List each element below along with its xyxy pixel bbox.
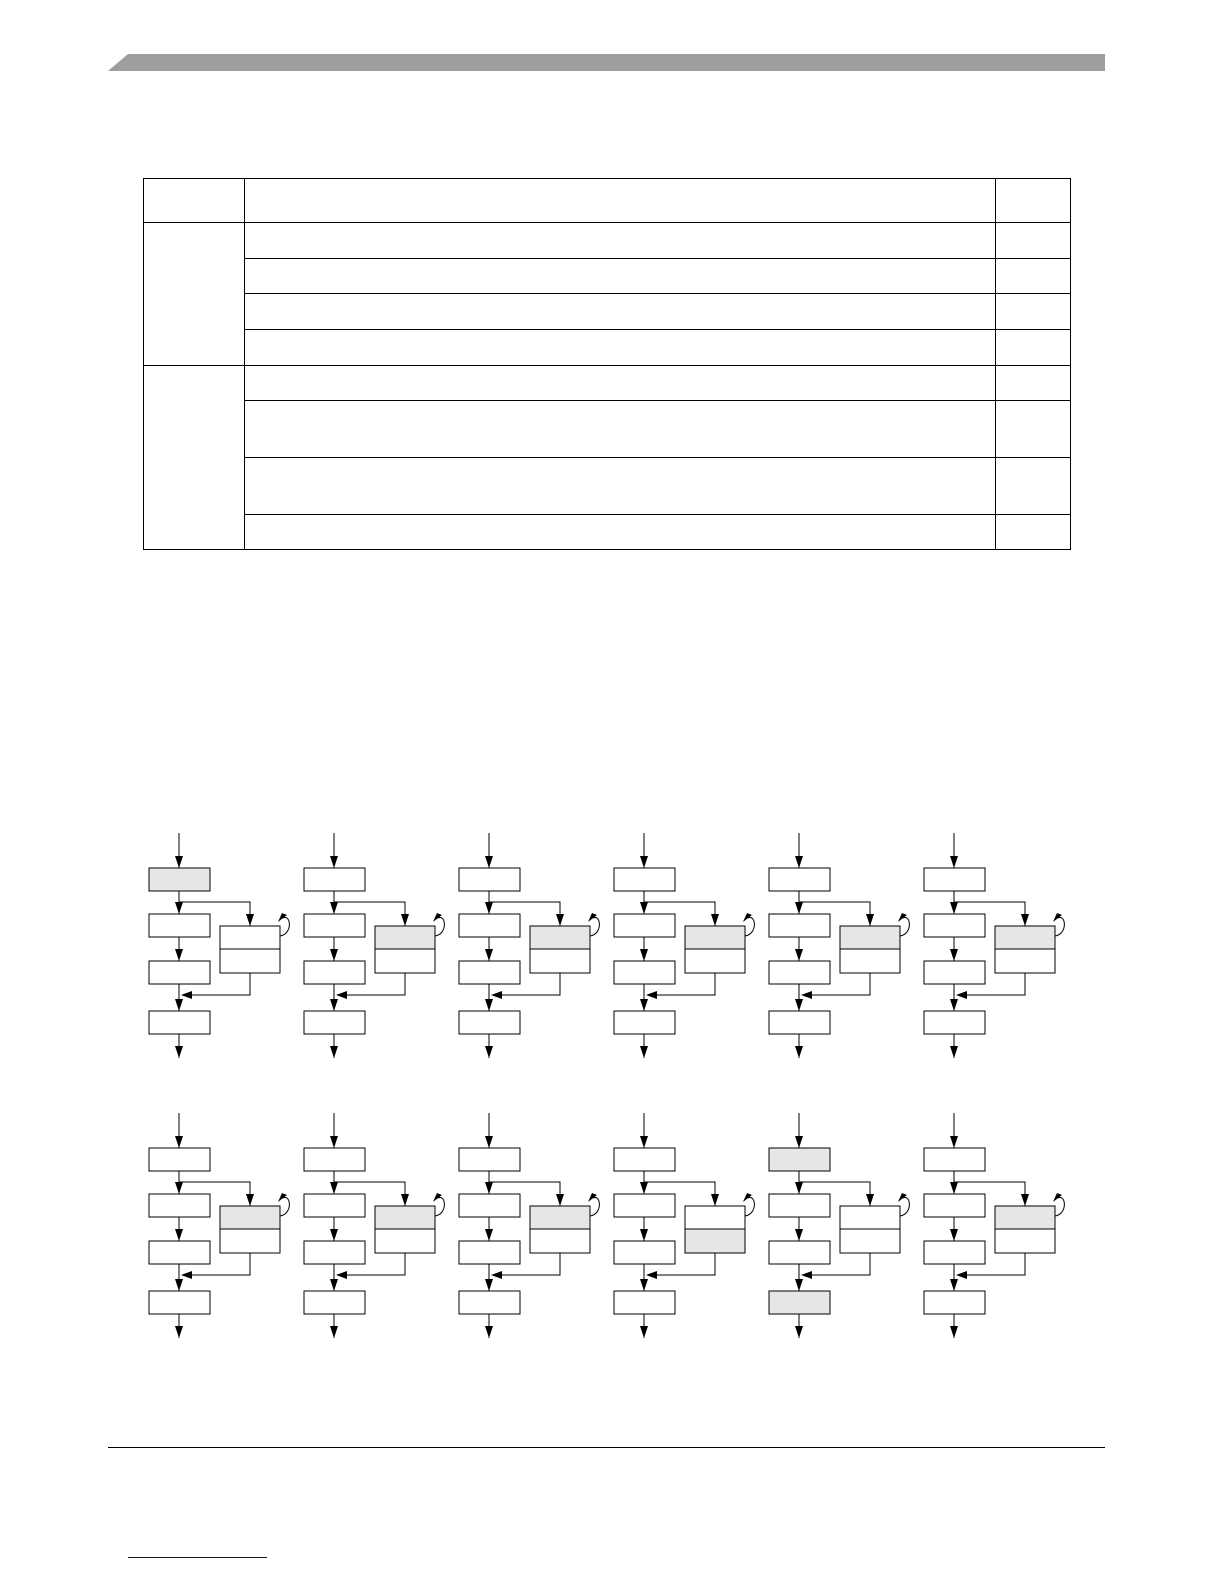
- pipeline-box-execute: [924, 961, 985, 984]
- loop-arrow: [1055, 1197, 1064, 1216]
- pipeline-figure: [0, 820, 1224, 1360]
- side-unit-top: [220, 926, 280, 949]
- arrow-head-icon: [950, 1182, 958, 1194]
- table-header-row: [144, 179, 1071, 223]
- arrow-head-icon: [485, 1229, 493, 1241]
- return-arrow-head-icon: [956, 991, 967, 999]
- loop-arrow: [900, 1197, 909, 1216]
- return-arrow-head-icon: [801, 1271, 812, 1279]
- arrow-head-icon: [485, 902, 493, 914]
- pipeline-box-fetch: [769, 1148, 830, 1171]
- side-unit-top: [995, 926, 1055, 949]
- table-row: [144, 259, 1071, 294]
- arrow-head-icon: [640, 999, 648, 1011]
- arrow-head-icon: [246, 914, 254, 926]
- table-cell: [245, 515, 996, 550]
- table-row: [144, 294, 1071, 330]
- table-cell: [245, 458, 996, 515]
- side-unit-top: [530, 1206, 590, 1229]
- arrow-head-icon: [1021, 914, 1029, 926]
- side-unit-bottom: [220, 949, 280, 973]
- pipeline-stage: [459, 833, 599, 1058]
- arrow-head-icon: [485, 999, 493, 1011]
- side-unit-top: [685, 926, 745, 949]
- pipeline-box-fetch: [924, 868, 985, 891]
- pipeline-box-decode: [614, 914, 675, 937]
- table-row: [144, 401, 1071, 458]
- pipeline-box-execute: [304, 961, 365, 984]
- arrow-head-icon: [330, 1136, 338, 1148]
- pipeline-box-execute: [149, 1241, 210, 1264]
- arrow-head-icon: [330, 856, 338, 868]
- loop-arrow: [280, 1197, 289, 1216]
- arrow-head-icon: [175, 1326, 183, 1338]
- table-row: [144, 330, 1071, 366]
- loop-arrow: [435, 1197, 444, 1216]
- arrow-head-icon: [640, 1229, 648, 1241]
- table-cell: [996, 330, 1071, 366]
- arrow-head-icon: [175, 1136, 183, 1148]
- side-unit-bottom: [995, 949, 1055, 973]
- pipeline-box-fetch: [149, 868, 210, 891]
- pipeline-box-writeback: [614, 1291, 675, 1314]
- side-unit-top: [995, 1206, 1055, 1229]
- pipeline-box-writeback: [614, 1011, 675, 1034]
- side-unit-top: [685, 1206, 745, 1229]
- pipeline-box-writeback: [304, 1291, 365, 1314]
- loop-arrow: [590, 917, 599, 936]
- side-unit-bottom: [220, 1229, 280, 1253]
- header-bar: [0, 0, 1224, 80]
- table-cell: [996, 401, 1071, 458]
- table-cell: [245, 366, 996, 401]
- arrow-head-icon: [795, 1046, 803, 1058]
- pipeline-box-fetch: [614, 1148, 675, 1171]
- arrow-head-icon: [485, 1046, 493, 1058]
- arrow-head-icon: [330, 1182, 338, 1194]
- side-unit-top: [840, 926, 900, 949]
- arrow-head-icon: [401, 914, 409, 926]
- pipeline-box-execute: [614, 1241, 675, 1264]
- side-unit-top: [220, 1206, 280, 1229]
- pipeline-box-decode: [149, 914, 210, 937]
- arrow-head-icon: [640, 856, 648, 868]
- arrow-head-icon: [175, 949, 183, 961]
- return-arrow-head-icon: [956, 1271, 967, 1279]
- side-unit-bottom: [685, 949, 745, 973]
- arrow-head-icon: [795, 1136, 803, 1148]
- side-unit-top: [375, 926, 435, 949]
- loop-arrow: [1055, 917, 1064, 936]
- side-unit-bottom: [530, 949, 590, 973]
- arrow-head-icon: [556, 1194, 564, 1206]
- table-cell: [996, 366, 1071, 401]
- arrow-head-icon: [866, 1194, 874, 1206]
- arrow-head-icon: [485, 856, 493, 868]
- pipeline-box-fetch: [769, 868, 830, 891]
- arrow-head-icon: [640, 902, 648, 914]
- side-unit-bottom: [840, 1229, 900, 1253]
- return-arrow-head-icon: [336, 991, 347, 999]
- return-arrow-head-icon: [491, 1271, 502, 1279]
- side-unit-bottom: [375, 1229, 435, 1253]
- loop-arrow: [745, 917, 754, 936]
- loop-arrow: [745, 1197, 754, 1216]
- pipeline-box-execute: [614, 961, 675, 984]
- table-cell: [245, 294, 996, 330]
- pipeline-box-fetch: [924, 1148, 985, 1171]
- pipeline-stage: [149, 833, 289, 1058]
- arrow-head-icon: [246, 1194, 254, 1206]
- table-row: [144, 223, 1071, 259]
- pipeline-box-execute: [769, 1241, 830, 1264]
- pipeline-stage: [924, 833, 1064, 1058]
- arrow-head-icon: [330, 1279, 338, 1291]
- side-unit-bottom: [530, 1229, 590, 1253]
- table-cell: [996, 259, 1071, 294]
- arrow-head-icon: [330, 999, 338, 1011]
- arrow-head-icon: [795, 1326, 803, 1338]
- arrow-head-icon: [175, 1229, 183, 1241]
- side-unit-top: [840, 1206, 900, 1229]
- pipeline-box-decode: [459, 914, 520, 937]
- pipeline-box-execute: [769, 961, 830, 984]
- pipeline-stage: [149, 1113, 289, 1338]
- pipeline-box-decode: [769, 1194, 830, 1217]
- table-group-label: [144, 366, 245, 550]
- pipeline-box-writeback: [769, 1011, 830, 1034]
- arrow-head-icon: [485, 1136, 493, 1148]
- arrow-head-icon: [330, 1326, 338, 1338]
- side-unit-top: [530, 926, 590, 949]
- side-unit-top: [375, 1206, 435, 1229]
- footer-rule: [108, 1447, 1105, 1448]
- pipeline-box-fetch: [304, 1148, 365, 1171]
- side-unit-bottom: [995, 1229, 1055, 1253]
- table-header-cell: [144, 179, 245, 223]
- arrow-head-icon: [401, 1194, 409, 1206]
- arrow-head-icon: [711, 1194, 719, 1206]
- pipeline-box-writeback: [924, 1011, 985, 1034]
- arrow-head-icon: [795, 902, 803, 914]
- arrow-head-icon: [950, 856, 958, 868]
- arrow-head-icon: [795, 1229, 803, 1241]
- arrow-head-icon: [330, 1046, 338, 1058]
- arrow-head-icon: [175, 1279, 183, 1291]
- pipeline-stage: [769, 833, 909, 1058]
- arrow-head-icon: [330, 902, 338, 914]
- arrow-head-icon: [485, 1326, 493, 1338]
- pipeline-box-execute: [149, 961, 210, 984]
- pipeline-box-decode: [924, 914, 985, 937]
- arrow-head-icon: [795, 949, 803, 961]
- side-unit-bottom: [685, 1229, 745, 1253]
- table-header-cell: [245, 179, 996, 223]
- arrow-head-icon: [950, 1136, 958, 1148]
- footer-link-underline: [128, 1557, 267, 1558]
- pipeline-stage: [614, 1113, 754, 1338]
- pipeline-box-execute: [459, 961, 520, 984]
- pipeline-box-fetch: [304, 868, 365, 891]
- loop-arrow: [590, 1197, 599, 1216]
- arrow-head-icon: [556, 914, 564, 926]
- table-row: [144, 366, 1071, 401]
- table-header-cell: [996, 179, 1071, 223]
- table-cell: [996, 515, 1071, 550]
- pipeline-box-execute: [304, 1241, 365, 1264]
- pipeline-box-decode: [614, 1194, 675, 1217]
- arrow-head-icon: [175, 1182, 183, 1194]
- pipeline-stage: [459, 1113, 599, 1338]
- pipeline-box-writeback: [459, 1291, 520, 1314]
- table-group-label: [144, 223, 245, 366]
- table-row: [144, 458, 1071, 515]
- arrow-head-icon: [711, 914, 719, 926]
- pipeline-box-decode: [304, 914, 365, 937]
- pipeline-stage: [924, 1113, 1064, 1338]
- pipeline-box-writeback: [924, 1291, 985, 1314]
- pipeline-box-decode: [924, 1194, 985, 1217]
- return-arrow-head-icon: [801, 991, 812, 999]
- table-cell: [996, 294, 1071, 330]
- arrow-head-icon: [175, 1046, 183, 1058]
- loop-arrow: [900, 917, 909, 936]
- pipeline-box-decode: [769, 914, 830, 937]
- pipeline-box-decode: [304, 1194, 365, 1217]
- arrow-head-icon: [175, 902, 183, 914]
- return-arrow-head-icon: [646, 1271, 657, 1279]
- table-row: [144, 515, 1071, 550]
- pipeline-box-fetch: [459, 868, 520, 891]
- pipeline-box-writeback: [769, 1291, 830, 1314]
- arrow-head-icon: [795, 856, 803, 868]
- return-arrow-head-icon: [491, 991, 502, 999]
- table-cell: [245, 330, 996, 366]
- pipeline-box-writeback: [149, 1291, 210, 1314]
- arrow-head-icon: [330, 1229, 338, 1241]
- return-arrow-head-icon: [646, 991, 657, 999]
- loop-arrow: [435, 917, 444, 936]
- arrow-head-icon: [485, 1279, 493, 1291]
- table-cell: [996, 223, 1071, 259]
- pipeline-box-fetch: [459, 1148, 520, 1171]
- arrow-head-icon: [1021, 1194, 1029, 1206]
- arrow-head-icon: [640, 1136, 648, 1148]
- pipeline-stage: [769, 1113, 909, 1338]
- table-cell: [996, 458, 1071, 515]
- pipeline-box-writeback: [304, 1011, 365, 1034]
- spec-table: [143, 178, 1071, 550]
- pipeline-box-decode: [149, 1194, 210, 1217]
- arrow-head-icon: [640, 1279, 648, 1291]
- arrow-head-icon: [640, 949, 648, 961]
- arrow-head-icon: [950, 1046, 958, 1058]
- pipeline-box-writeback: [459, 1011, 520, 1034]
- pipeline-stage: [304, 833, 444, 1058]
- arrow-head-icon: [175, 856, 183, 868]
- arrow-head-icon: [485, 949, 493, 961]
- loop-arrow: [280, 917, 289, 936]
- arrow-head-icon: [640, 1046, 648, 1058]
- arrow-head-icon: [866, 914, 874, 926]
- arrow-head-icon: [950, 1326, 958, 1338]
- arrow-head-icon: [330, 949, 338, 961]
- pipeline-box-writeback: [149, 1011, 210, 1034]
- pipeline-stage: [304, 1113, 444, 1338]
- table-cell: [245, 223, 996, 259]
- arrow-head-icon: [175, 999, 183, 1011]
- arrow-head-icon: [950, 949, 958, 961]
- pipeline-box-fetch: [614, 868, 675, 891]
- side-unit-bottom: [840, 949, 900, 973]
- arrow-head-icon: [485, 1182, 493, 1194]
- arrow-head-icon: [795, 1279, 803, 1291]
- pipeline-box-execute: [459, 1241, 520, 1264]
- arrow-head-icon: [795, 999, 803, 1011]
- arrow-head-icon: [640, 1326, 648, 1338]
- return-arrow-head-icon: [181, 1271, 192, 1279]
- side-unit-bottom: [375, 949, 435, 973]
- arrow-head-icon: [640, 1182, 648, 1194]
- pipeline-box-fetch: [149, 1148, 210, 1171]
- arrow-head-icon: [950, 1279, 958, 1291]
- arrow-head-icon: [950, 902, 958, 914]
- arrow-head-icon: [795, 1182, 803, 1194]
- table-cell: [245, 401, 996, 458]
- pipeline-stage: [614, 833, 754, 1058]
- arrow-head-icon: [950, 999, 958, 1011]
- table-cell: [245, 259, 996, 294]
- return-arrow-head-icon: [336, 1271, 347, 1279]
- pipeline-box-decode: [459, 1194, 520, 1217]
- arrow-head-icon: [950, 1229, 958, 1241]
- return-arrow-head-icon: [181, 991, 192, 999]
- pipeline-box-execute: [924, 1241, 985, 1264]
